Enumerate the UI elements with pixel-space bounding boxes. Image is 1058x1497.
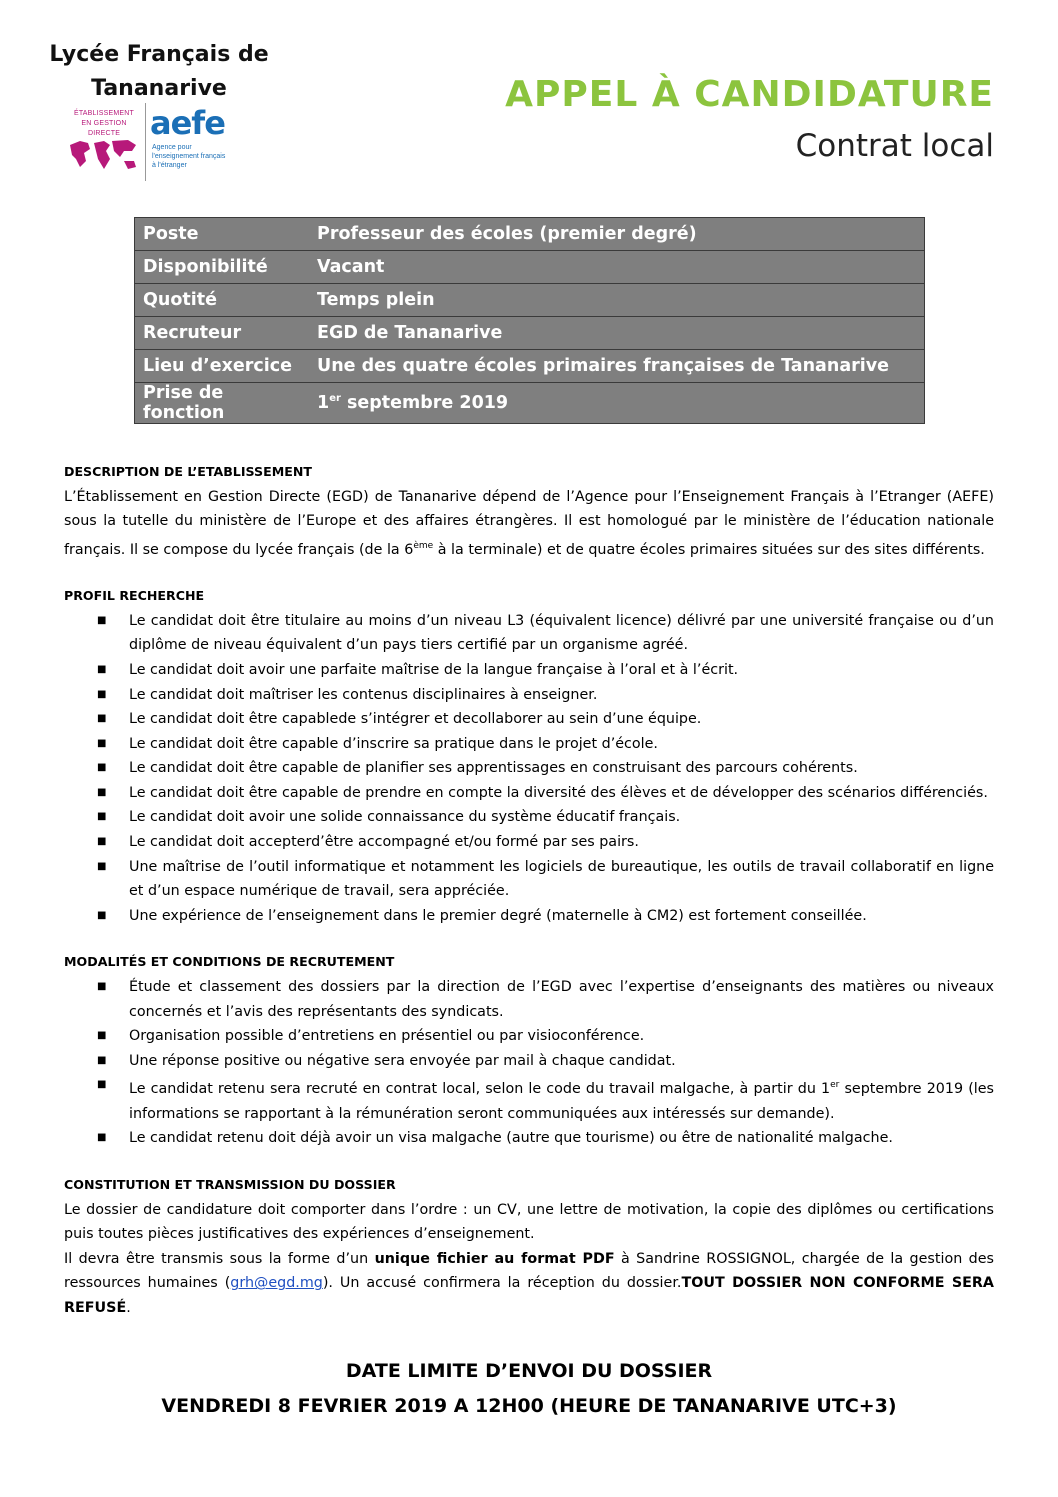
bullet-icon: ■ [97, 981, 107, 993]
list-item-text: Le candidat retenu sera recruté en contrat local, selon le code du travail malgache, à partir du 1 [129, 1081, 831, 1098]
egd-logo-text [66, 109, 142, 139]
list-item-text: Le candidat doit avoir une parfaite maîtrise de la langue française à l’oral et à l’écrit. [129, 661, 739, 678]
row-label: Prise de fonction [135, 383, 310, 424]
bullet-icon: ■ [97, 1132, 107, 1144]
deadline-date: VENDREDI 8 FEVRIER 2019 A 12H00 (HEURE DE TANANARIVE UTC+3) [161, 1395, 897, 1417]
row-label: Recruteur [135, 317, 310, 350]
transmission-paragraph [64, 1247, 994, 1321]
table-row [135, 251, 925, 284]
egd-logo-line1: ÉTABLISSEMENT [73, 110, 135, 117]
list-item-text: Le candidat doit être capable d’inscrire sa pratique dans le projet d’école. [129, 735, 658, 752]
list-item-text: Organisation possible d’entretiens en présentiel ou par visioconférence. [129, 1028, 645, 1045]
list-item [64, 975, 994, 1024]
bullet-icon: ■ [97, 737, 107, 749]
bullet-icon: ■ [97, 811, 107, 823]
row-label: Disponibilité [135, 251, 310, 284]
list-item [64, 756, 994, 781]
aefe-wordmark: aefe [150, 104, 225, 142]
world-map-icon [66, 137, 140, 173]
start-month: septembre 2019 [340, 393, 509, 413]
pdf-format-emphasis: unique fichier au format PDF [374, 1250, 615, 1267]
row-value: Professeur des écoles (premier degré) [309, 218, 925, 251]
section-heading: PROFIL RECHERCHE [64, 588, 205, 604]
list-item-text: Une expérience de l’enseignement dans le premier degré (maternelle à CM2) est fortement conseillée. [129, 907, 867, 924]
list-item-text: Le candidat retenu doit déjà avoir un visa malgache (autre que tourisme) ou être de nationalité malgache. [129, 1130, 893, 1147]
list-item-text: Le candidat doit être titulaire au moins d’un niveau L3 (équivalent licence) délivré par une université française ou d’un diplôme de niveau équivalent d’un pays tiers certifié par un organisme agréé. [129, 612, 994, 654]
list-item-text: Étude et classement des dossiers par la direction de l’EGD avec l’expertise d’enseignants des matières ou niveaux concernés et l’avis des représentants des syndicats. [129, 979, 994, 1020]
row-label: Lieu d’exercice [135, 350, 310, 383]
aefe-subtitle [152, 143, 248, 170]
deadline-title: DATE LIMITE D’ENVOI DU DOSSIER [345, 1360, 713, 1382]
bullet-icon: ■ [97, 860, 107, 872]
bullet-icon: ■ [97, 836, 107, 848]
bullet-icon: ■ [97, 762, 107, 774]
school-name [44, 38, 274, 106]
bullet-icon: ■ [97, 909, 107, 921]
job-info-table [134, 217, 925, 424]
row-value: Vacant [309, 251, 925, 284]
dossier-paragraph: Le dossier de candidature doit comporter dans l’ordre : un CV, une lettre de motivation, la copie des diplômes ou certifications puis toutes pièces justificatives des expériences d’enseignement. [64, 1201, 994, 1243]
transmission-text-3: ). Un accusé confirmera la réception du dossier. [322, 1275, 682, 1292]
list-item [64, 1126, 994, 1151]
list-item [64, 1073, 994, 1126]
table-row [135, 317, 925, 350]
school-name-line2: Tananarive [91, 76, 227, 101]
list-item-text: Le candidat doit être capablede s’intégrer et decollaborer au sein d’une équipe. [129, 711, 702, 728]
bullet-icon: ■ [97, 614, 107, 626]
list-item [64, 830, 994, 855]
profile-list [64, 609, 994, 929]
list-item [64, 658, 994, 683]
bullet-icon: ■ [97, 713, 107, 725]
transmission-text-end: . [126, 1299, 131, 1316]
table-row [135, 350, 925, 383]
ordinal-sup: er [830, 1080, 840, 1091]
transmission-text-2: à Sandrine ROSSIGNOL, chargée de la gestion des ressources humaines ( [64, 1250, 994, 1292]
section-heading: CONSTITUTION ET TRANSMISSION DU DOSSIER [64, 1176, 396, 1192]
bullet-icon: ■ [97, 663, 107, 675]
list-item-text: Le candidat doit être capable de prendre en compte la diversité des élèves et de développer des scénarios différenciés. [129, 784, 988, 801]
list-item [64, 781, 994, 806]
list-item-text: Le candidat doit avoir une solide connaissance du système éducatif français. [129, 809, 681, 826]
non-conforming-warning: TOUT DOSSIER NON CONFORME SERA REFUSÉ [64, 1275, 994, 1316]
row-label: Poste [135, 218, 310, 251]
row-label: Quotité [135, 284, 310, 317]
list-item-text: Le candidat doit être capable de planifier ses apprentissages en construisant des parcours cohérents. [129, 760, 858, 777]
conditions-list [64, 975, 994, 1151]
list-item-text: Une maîtrise de l’outil informatique et notamment les logiciels de bureautique, les outils de travail collaboratif en ligne et d’un espace numérique de travail, sera appréciée. [129, 858, 994, 900]
list-item-text: Le candidat doit maîtriser les contenus disciplinaires à enseigner. [129, 686, 598, 703]
description-paragraph [64, 485, 994, 563]
table-row [135, 284, 925, 317]
list-item [64, 732, 994, 757]
bullet-icon: ■ [97, 1054, 107, 1066]
list-item-text: Le candidat doit accepterd’être accompagné et/ou formé par ses pairs. [129, 834, 639, 851]
aefe-sub-line3: à l'étranger [152, 162, 187, 169]
list-item [64, 683, 994, 708]
document-body [64, 460, 994, 1321]
bullet-icon: ■ [97, 786, 107, 798]
table-row [135, 383, 925, 424]
aefe-sub-line2: l'enseignement français [152, 153, 226, 160]
bullet-icon: ■ [97, 1079, 107, 1091]
list-item [64, 855, 994, 904]
list-item [64, 609, 994, 658]
row-value: Une des quatre écoles primaires françaises de Tananarive [309, 350, 925, 383]
aefe-logo [66, 103, 246, 183]
logo-divider [145, 103, 146, 181]
row-value: EGD de Tananarive [309, 317, 925, 350]
school-name-line1: Lycée Français de [49, 42, 269, 67]
row-value [309, 383, 925, 424]
row-value: Temps plein [309, 284, 925, 317]
email-link[interactable]: grh@egd.mg [230, 1275, 323, 1292]
page-title: APPEL À CANDIDATURE [505, 74, 994, 115]
section-heading: DESCRIPTION DE L’ETABLISSEMENT [64, 464, 312, 479]
list-item [64, 805, 994, 830]
description-text-end: à la terminale) et de quatre écoles primaires situées sur des sites différents. [433, 541, 985, 558]
aefe-sub-line1: Agence pour [152, 144, 192, 151]
list-item [64, 904, 994, 929]
list-item-text-end: septembre 2019 (les informations se rapportant à la rémunération seront communiquées aux intéressés sur demande). [129, 1081, 994, 1122]
page-subtitle: Contrat local [795, 128, 994, 164]
bullet-icon: ■ [97, 1030, 107, 1042]
description-text: L’Établissement en Gestion Directe (EGD) de Tananarive dépend de l’Agence pour l’Enseignement Français à l’Etranger (AEFE) sous la tutelle du ministère de l’Europe et des affaires étrangères. Il est homologué par le ministère de l’éducation nationale français. Il se compose du lycée français (de la 6 [64, 488, 994, 558]
list-item-text: Une réponse positive ou négative sera envoyée par mail à chaque candidat. [129, 1052, 676, 1069]
transmission-text: Il devra être transmis sous la forme d’un [64, 1250, 375, 1267]
table-row [135, 218, 925, 251]
list-item [64, 1024, 994, 1049]
list-item [64, 707, 994, 732]
ordinal-sup: ème [413, 540, 434, 551]
list-item [64, 1049, 994, 1074]
egd-logo-line2: EN GESTION DIRECTE [81, 120, 127, 137]
bullet-icon: ■ [97, 688, 107, 700]
ordinal-sup: er [329, 393, 341, 405]
start-day: 1 [317, 393, 330, 413]
section-heading: MODALITÉS ET CONDITIONS DE RECRUTEMENT [64, 954, 395, 970]
